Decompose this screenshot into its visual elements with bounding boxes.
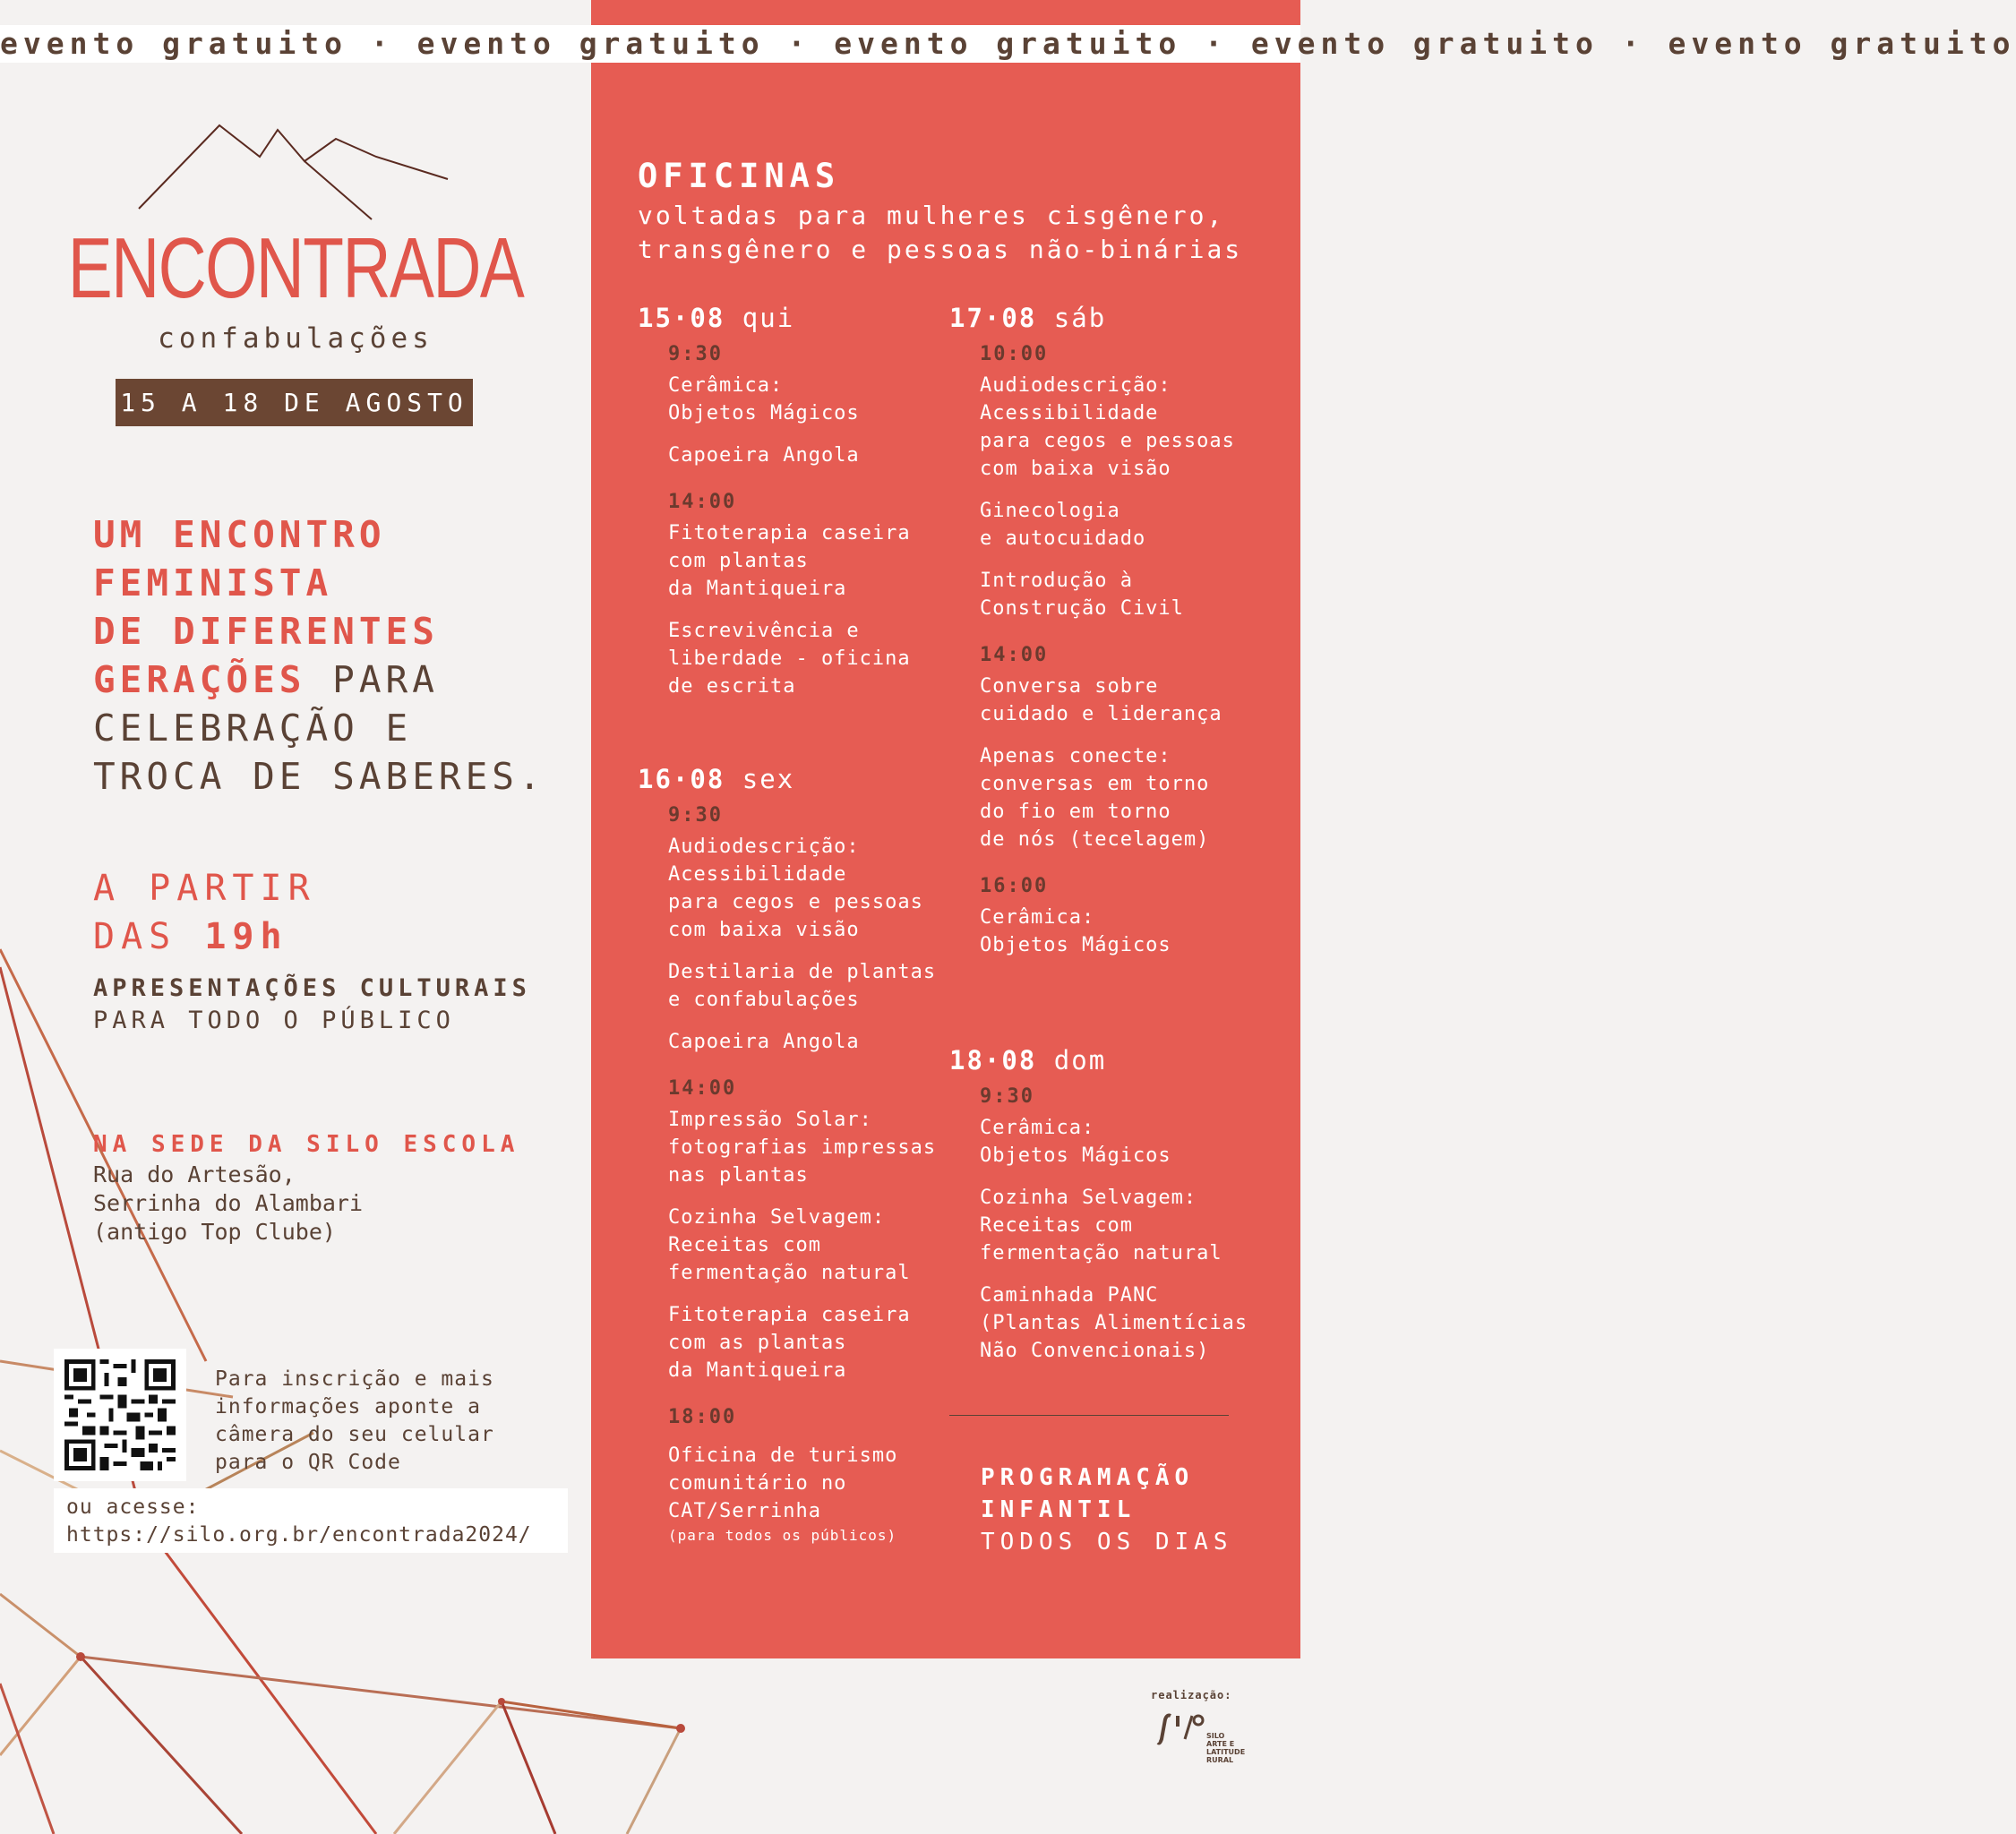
day-weekday: sex bbox=[742, 764, 795, 794]
venue-address: Serrinha do Alambari bbox=[93, 1190, 364, 1216]
day-weekday: sáb bbox=[1053, 303, 1107, 333]
workshop-item: Cerâmica: Objetos Mágicos bbox=[668, 374, 860, 424]
registration-url-box bbox=[54, 1488, 568, 1553]
qr-code-icon bbox=[64, 1359, 176, 1470]
logo-subtitle: confabulações bbox=[158, 322, 433, 355]
mountains-icon bbox=[134, 121, 457, 219]
time-slot bbox=[949, 341, 1281, 622]
headline-line: GERAÇÕES bbox=[93, 658, 306, 701]
day-weekday: dom bbox=[1053, 1045, 1107, 1076]
evening-hour: 19h bbox=[204, 916, 288, 957]
headline-line: CELEBRAÇÃO E bbox=[93, 707, 413, 750]
workshop-item: Caminhada PANC (Plantas Alimentícias Não Convencionais) bbox=[980, 1284, 1248, 1362]
time-slot bbox=[949, 642, 1281, 853]
brand-line: LATITUDE bbox=[1206, 1748, 1246, 1756]
day-heading bbox=[949, 1044, 1281, 1076]
time-slot bbox=[638, 1076, 942, 1384]
slot-time: 9:30 bbox=[980, 1085, 1034, 1108]
kids-program bbox=[981, 1461, 1233, 1558]
workshop-item: Fitoterapia caseira com as plantas da Mantiqueira bbox=[668, 1304, 911, 1382]
time-slot bbox=[638, 489, 942, 700]
day-date: 18·08 bbox=[949, 1045, 1037, 1076]
slot-time: 10:00 bbox=[980, 343, 1049, 365]
silo-logo-icon bbox=[1151, 1712, 1205, 1748]
qr-instruction-line: câmera do seu celular bbox=[215, 1423, 494, 1446]
brand-line: ARTE E bbox=[1206, 1740, 1235, 1748]
realization-label: realização: bbox=[1151, 1689, 1232, 1701]
venue-address: (antigo Top Clube) bbox=[93, 1219, 336, 1245]
workshop-item: Fitoterapia caseira com plantas da Mantiqueira bbox=[668, 522, 911, 600]
divider bbox=[949, 1415, 1229, 1416]
workshops-subtitle-line: voltadas para mulheres cisgênero, bbox=[638, 201, 1225, 230]
banner-text: evento gratuito · evento gratuito · evento gratuito · evento gratuito · evento gratuito bbox=[0, 26, 2016, 61]
workshop-item: Destilaria de plantas e confabulações bbox=[668, 961, 937, 1011]
workshops-subtitle-line: transgênero e pessoas não-binárias bbox=[638, 235, 1243, 264]
slot-time: 18:00 bbox=[668, 1406, 737, 1428]
venue bbox=[93, 1130, 519, 1247]
venue-address: Rua do Artesão, bbox=[93, 1161, 296, 1187]
workshop-item: Audiodescrição: Acessibilidade para cegos e pessoas com baixa visão bbox=[980, 374, 1235, 480]
headline bbox=[93, 510, 545, 801]
qr-instruction-line: para o QR Code bbox=[215, 1451, 401, 1474]
workshop-item: Introdução à Construção Civil bbox=[980, 570, 1184, 620]
cultural-presentations bbox=[93, 973, 531, 1037]
venue-title: NA SEDE DA SILO ESCOLA bbox=[93, 1131, 520, 1158]
day-heading bbox=[949, 302, 1281, 334]
day-heading bbox=[638, 763, 942, 795]
logo-title: ENCONTRADA bbox=[67, 220, 524, 316]
slot-time: 16:00 bbox=[980, 875, 1049, 897]
day-schedule-16 bbox=[638, 763, 942, 1554]
workshop-item: Conversa sobre cuidado e liderança bbox=[980, 675, 1222, 725]
day-schedule-17 bbox=[949, 302, 1281, 973]
kids-program-line: INFANTIL bbox=[981, 1496, 1137, 1523]
headline-line: PARA bbox=[305, 658, 439, 701]
workshop-item: Audiodescrição: Acessibilidade para cegos e pessoas com baixa visão bbox=[668, 836, 923, 941]
headline-line: DE DIFERENTES bbox=[93, 610, 439, 653]
day-weekday: qui bbox=[742, 303, 795, 333]
apres-subtitle: PARA TODO O PÚBLICO bbox=[93, 1007, 455, 1034]
workshop-item: Apenas conecte: conversas em torno do fio em torno de nós (tecelagem) bbox=[980, 745, 1210, 851]
headline-line: FEMINISTA bbox=[93, 561, 333, 604]
url-label: ou acesse: bbox=[66, 1495, 200, 1519]
workshop-item: Cozinha Selvagem: Receitas com fermentação natural bbox=[980, 1187, 1222, 1264]
slot-time: 9:30 bbox=[668, 343, 723, 365]
workshops-title: OFICINAS bbox=[638, 157, 841, 195]
free-event-banner bbox=[0, 25, 2016, 63]
workshop-item: Cozinha Selvagem: Receitas com fermentação natural bbox=[668, 1206, 911, 1284]
workshop-item: Cerâmica: Objetos Mágicos bbox=[980, 906, 1171, 956]
workshop-item: Impressão Solar: fotografias impressas nas plantas bbox=[668, 1109, 937, 1187]
registration-url-link[interactable]: https://silo.org.br/encontrada2024/ bbox=[66, 1523, 532, 1547]
event-dates-badge: 15 A 18 DE AGOSTO bbox=[116, 379, 473, 426]
time-slot bbox=[638, 1404, 942, 1545]
day-schedule-18 bbox=[949, 1044, 1281, 1379]
qr-instruction-line: Para inscrição e mais bbox=[215, 1367, 494, 1391]
workshop-note: (para todos os públicos) bbox=[668, 1527, 897, 1544]
qr-code[interactable] bbox=[54, 1349, 186, 1481]
qr-instructions bbox=[215, 1366, 494, 1477]
time-slot bbox=[949, 873, 1281, 959]
time-slot bbox=[638, 341, 942, 469]
time-slot bbox=[949, 1084, 1281, 1365]
apres-title: APRESENTAÇÕES CULTURAIS bbox=[93, 974, 531, 1002]
slot-time: 14:00 bbox=[980, 644, 1049, 666]
evening-line: A PARTIR bbox=[93, 868, 316, 909]
evening-line: DAS bbox=[93, 916, 205, 957]
brand-line: SILO bbox=[1206, 1732, 1225, 1740]
evening-time bbox=[93, 864, 316, 961]
day-date: 16·08 bbox=[638, 764, 725, 794]
time-slot bbox=[638, 802, 942, 1056]
kids-program-line: PROGRAMAÇÃO bbox=[981, 1464, 1195, 1491]
workshop-item: Capoeira Angola bbox=[668, 444, 860, 467]
silo-logo bbox=[1151, 1712, 1246, 1764]
headline-line: TROCA DE SABERES. bbox=[93, 755, 545, 798]
workshop-item: Cerâmica: Objetos Mágicos bbox=[980, 1117, 1171, 1167]
workshop-item: Capoeira Angola bbox=[668, 1031, 860, 1053]
day-schedule-15 bbox=[638, 302, 942, 715]
workshop-item: Oficina de turismo comunitário no CAT/Serrinha bbox=[668, 1444, 898, 1522]
slot-time: 14:00 bbox=[668, 1077, 737, 1100]
kids-program-line: TODOS OS DIAS bbox=[981, 1529, 1233, 1555]
workshop-item: Ginecologia e autocuidado bbox=[980, 500, 1146, 550]
qr-instruction-line: informações aponte a bbox=[215, 1395, 481, 1418]
day-date: 15·08 bbox=[638, 303, 725, 333]
day-date: 17·08 bbox=[949, 303, 1037, 333]
day-heading bbox=[638, 302, 942, 334]
slot-time: 14:00 bbox=[668, 491, 737, 513]
headline-line: UM ENCONTRO bbox=[93, 513, 386, 556]
workshops-subtitle bbox=[638, 199, 1242, 267]
slot-time: 9:30 bbox=[668, 804, 723, 827]
workshop-item: Escrevivência e liberdade - oficina de escrita bbox=[668, 620, 911, 698]
brand-line: RURAL bbox=[1206, 1756, 1234, 1764]
